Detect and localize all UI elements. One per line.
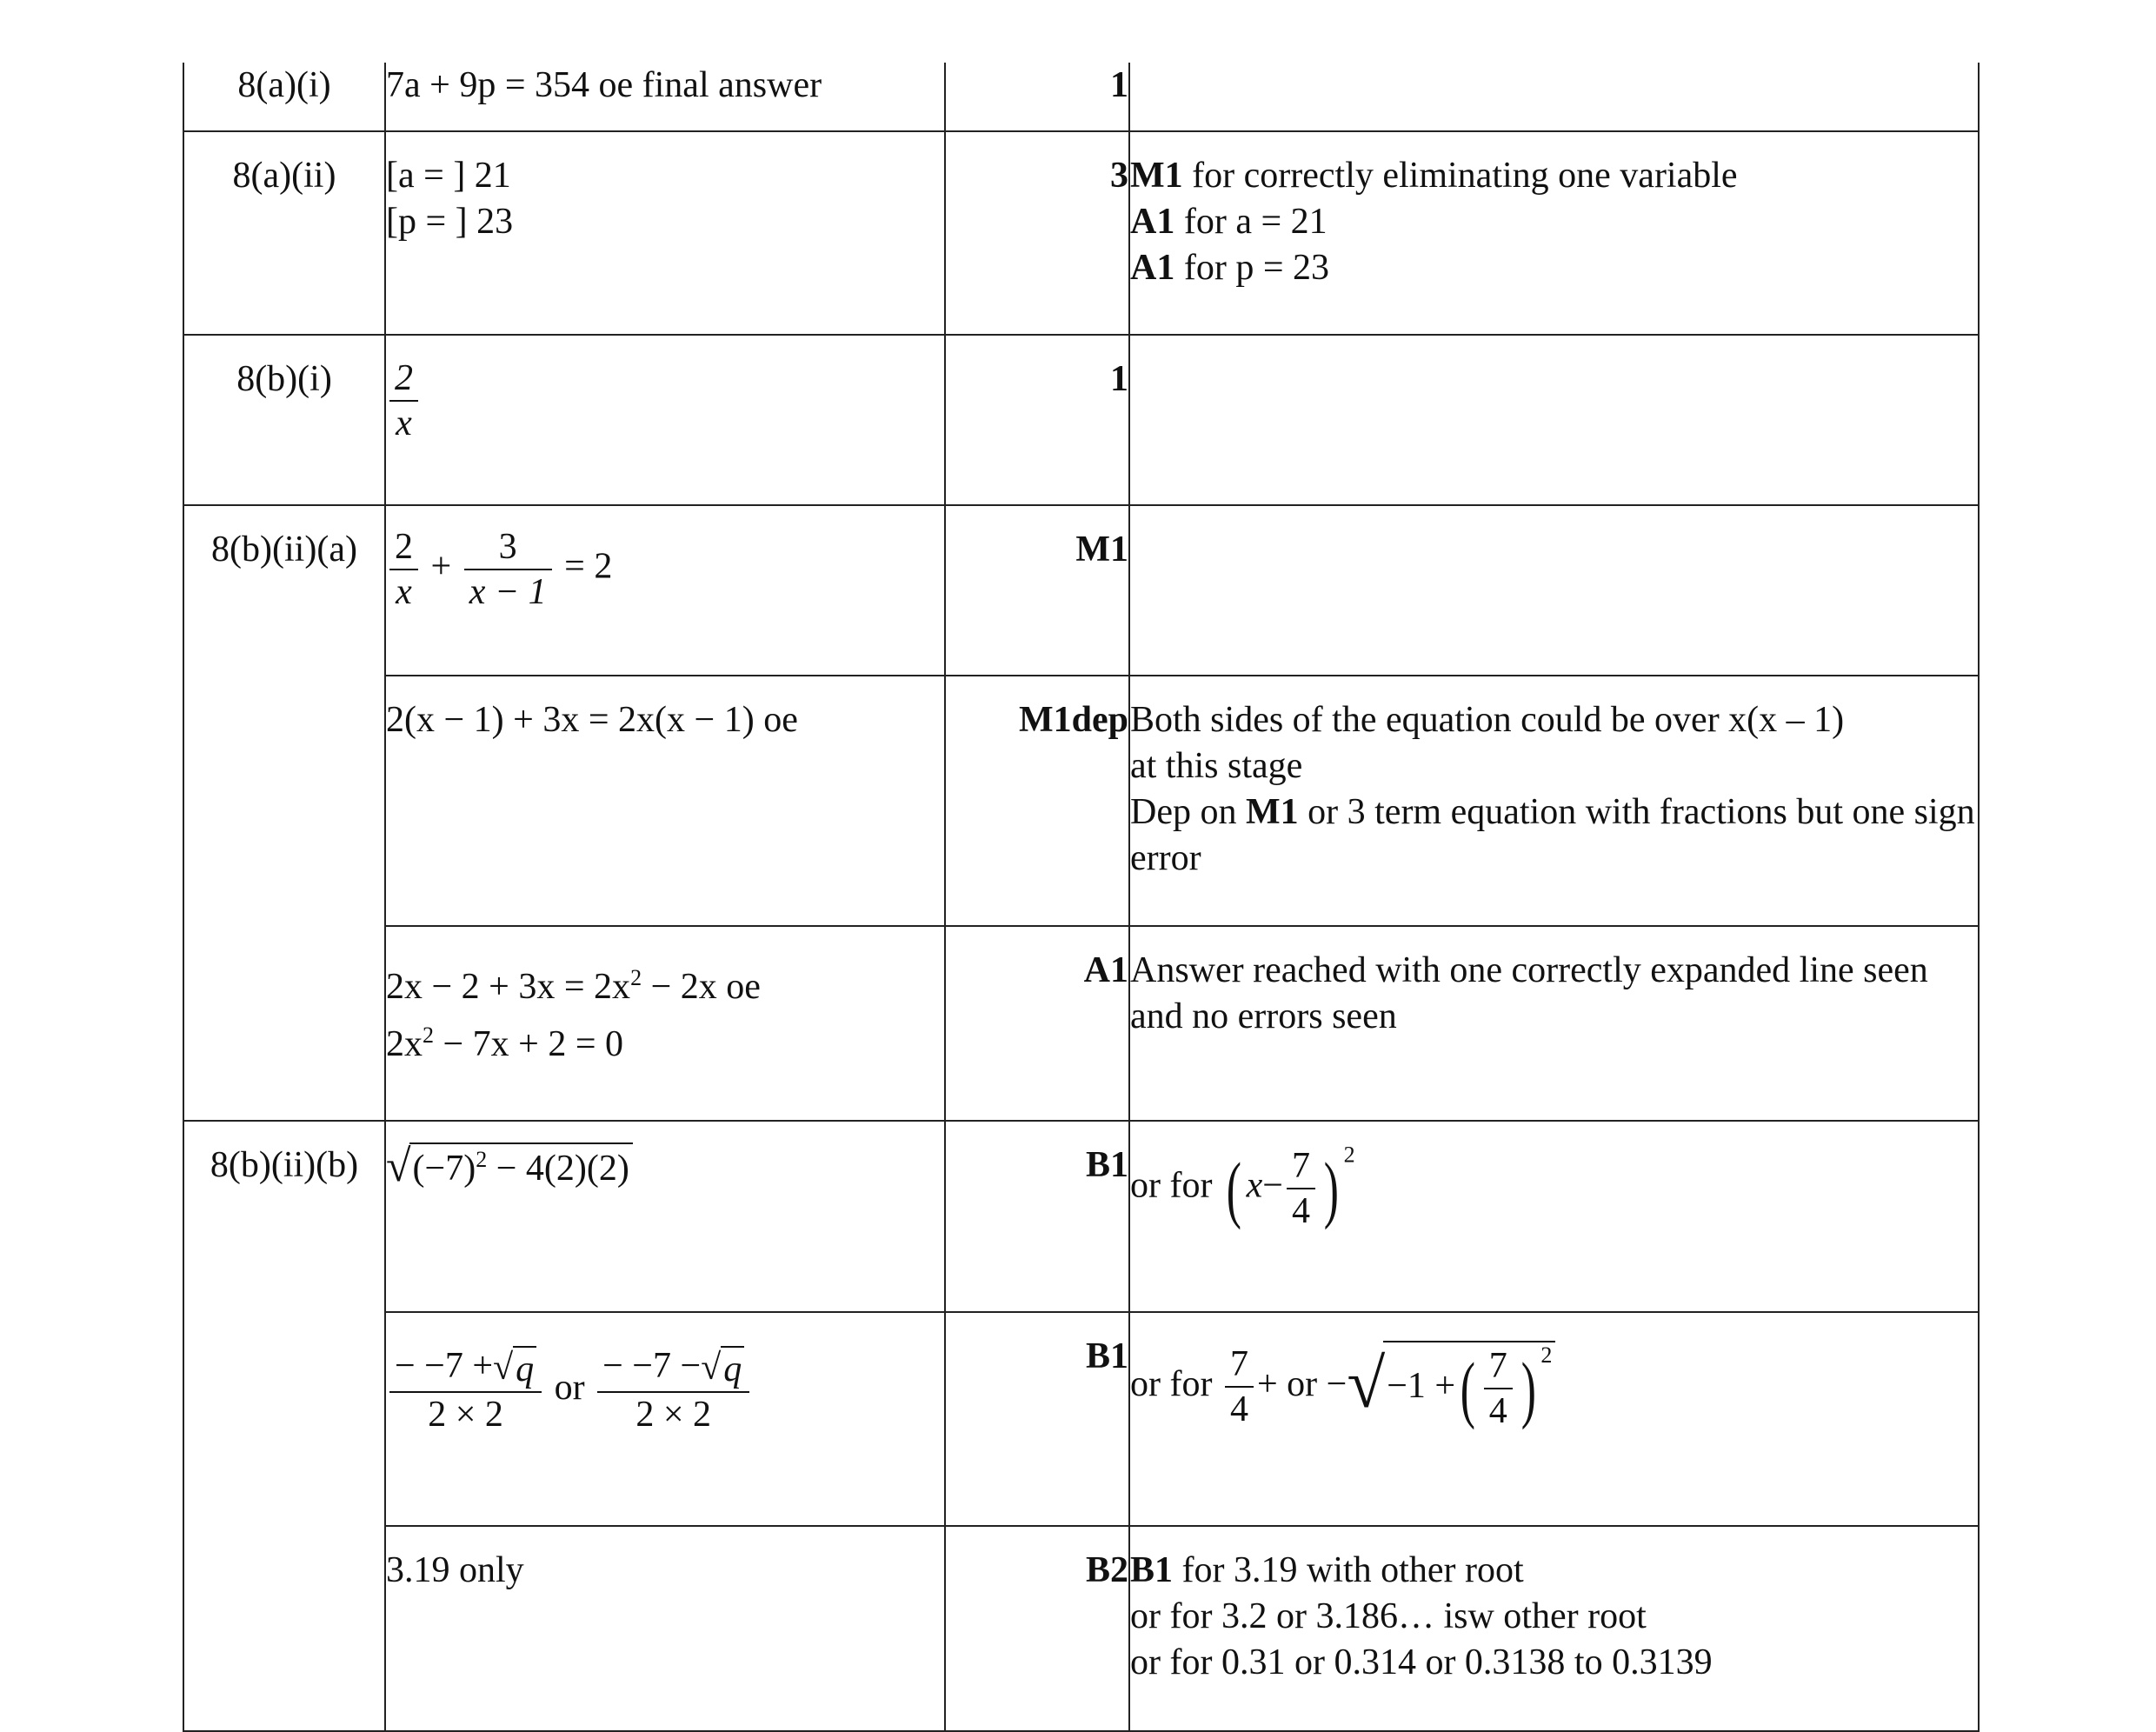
radical-sign: √ (1347, 1346, 1386, 1422)
radicand: q (721, 1346, 744, 1391)
guidance-line: Both sides of the equation could be over x(x – 1) (1130, 700, 1845, 740)
question-cell (183, 1312, 385, 1526)
radicand (409, 1142, 633, 1193)
question-cell (183, 1526, 385, 1731)
answer-text: 2x − 2 + 3x = 2x (386, 967, 631, 1007)
mark-scheme-table (183, 63, 1980, 1732)
guidance-cell (1129, 676, 1979, 926)
answer-text: 3.19 only (386, 1550, 524, 1590)
answer-text: − 7x + 2 = 0 (434, 1024, 624, 1064)
fraction-denominator: 2 × 2 (635, 1395, 712, 1436)
close-paren: ) (1521, 1347, 1536, 1431)
table-row (183, 926, 1979, 1121)
mark-value: 1 (1110, 65, 1128, 105)
guidance-line (1130, 789, 1978, 882)
guidance-cell (1129, 1121, 1979, 1312)
mark-cell (945, 131, 1129, 335)
guidance-line (1130, 199, 1978, 245)
question-label: 8(b)(ii)(a) (211, 530, 357, 570)
fraction-denominator: 4 (1291, 1191, 1310, 1231)
answer-cell (385, 1121, 945, 1312)
answer-text: − −7 − (602, 1346, 702, 1386)
fraction (464, 525, 552, 614)
guidance-cell (1129, 926, 1979, 1121)
mark-value: B1 (1085, 1145, 1128, 1185)
fraction (1287, 1144, 1315, 1233)
fraction-denominator: x − 1 (469, 572, 547, 612)
answer-cell (385, 335, 945, 505)
guidance-cell (1129, 63, 1979, 131)
table-row (183, 63, 1979, 131)
question-label: 8(a)(i) (237, 65, 331, 105)
table-row (183, 335, 1979, 505)
question-cell (183, 131, 385, 335)
mark-value: 3 (1110, 156, 1128, 196)
fraction-numerator: 7 (1488, 1346, 1507, 1387)
guidance-text: for correctly eliminating one variable (1182, 156, 1738, 196)
answer-cell (385, 1526, 945, 1731)
radicand: q (513, 1346, 536, 1391)
answer-line: [a = ] 21 (386, 156, 511, 196)
superscript: 2 (630, 965, 642, 990)
question-cell (183, 926, 385, 1121)
fraction-numerator: 7 (1229, 1344, 1248, 1385)
question-cell (183, 1121, 385, 1312)
answer-cell (385, 131, 945, 335)
plus-or-minus-text: + or − (1256, 1363, 1348, 1404)
superscript: 2 (476, 1147, 488, 1173)
mark-cell (945, 926, 1129, 1121)
radicand (1383, 1341, 1555, 1433)
guidance-cell (1129, 505, 1979, 676)
mark-value: M1dep (1019, 700, 1128, 740)
fraction-denominator: x (396, 572, 412, 612)
question-cell (183, 63, 385, 131)
answer-text: − 4(2)(2) (487, 1149, 629, 1189)
answer-cell (385, 926, 945, 1121)
guidance-text: or for 0.31 or 0.314 or 0.3138 to 0.3139 (1130, 1642, 1713, 1682)
square-root (701, 1346, 744, 1391)
equation-rhs: = 2 (564, 546, 613, 587)
guidance-line (1130, 1548, 1978, 1594)
guidance-text: or for (1130, 1363, 1213, 1404)
table-row (183, 1526, 1979, 1731)
fraction (389, 1344, 542, 1436)
guidance-line (1130, 1640, 1978, 1686)
table-row (183, 1121, 1979, 1312)
fraction (389, 356, 418, 445)
answer-line: [p = ] 23 (386, 202, 514, 242)
fraction-numerator: 3 (498, 527, 517, 567)
guidance-cell (1129, 1312, 1979, 1526)
mark-code: A1 (1130, 248, 1175, 288)
fraction-denominator: 2 × 2 (428, 1395, 503, 1436)
fraction-denominator: 4 (1229, 1389, 1248, 1430)
fraction (1225, 1342, 1254, 1431)
guidance-cell (1129, 131, 1979, 335)
guidance-text: Answer reached with one correctly expanded line seen and no errors seen (1130, 950, 1928, 1036)
table-row (183, 131, 1979, 335)
mark-value: B1 (1085, 1336, 1128, 1376)
superscript: 2 (1540, 1342, 1553, 1368)
mark-value: B2 (1085, 1550, 1128, 1590)
or-text: or (554, 1367, 585, 1408)
mark-cell (945, 505, 1129, 676)
answer-line (386, 958, 944, 1016)
guidance-text: or 3 term equation with fractions but one sign error (1130, 792, 1975, 878)
guidance-text: for p = 23 (1174, 248, 1330, 288)
guidance-line: at this stage (1130, 746, 1303, 786)
answer-text: − −7 + (395, 1346, 494, 1386)
mark-code: M1 (1130, 156, 1183, 196)
mark-code: A1 (1130, 202, 1175, 242)
guidance-cell (1129, 1526, 1979, 1731)
open-paren: ( (1460, 1347, 1476, 1431)
plus-sign: + (430, 546, 452, 587)
question-label: 8(b)(i) (236, 359, 332, 399)
mark-cell (945, 1312, 1129, 1526)
answer-text: (−7) (412, 1149, 476, 1189)
mark-value: M1 (1075, 530, 1128, 570)
guidance-text: or for 3.2 or 3.186… isw other root (1130, 1596, 1647, 1636)
fraction (597, 1344, 749, 1436)
answer-cell (385, 63, 945, 131)
question-cell (183, 505, 385, 676)
superscript: 2 (1343, 1142, 1355, 1168)
mark-cell (945, 676, 1129, 926)
square-root (493, 1346, 536, 1391)
mark-cell (945, 335, 1129, 505)
question-cell (183, 335, 385, 505)
fraction-numerator: 2 (395, 527, 413, 567)
guidance-text: −1 + (1387, 1366, 1456, 1406)
answer-text: 7a + 9p = 354 oe final answer (386, 65, 822, 105)
guidance-text: for a = 21 (1174, 202, 1328, 242)
superscript: 2 (423, 1023, 434, 1048)
mark-cell (945, 1121, 1129, 1312)
mark-value: A1 (1083, 950, 1128, 990)
mark-cell (945, 63, 1129, 131)
guidance-cell (1129, 335, 1979, 505)
mark-value: 1 (1110, 359, 1128, 399)
mark-code: M1 (1245, 792, 1299, 832)
answer-text: 2(x − 1) + 3x = 2x(x − 1) oe (386, 700, 798, 740)
fraction-numerator: 2 (395, 358, 413, 398)
answer-cell (385, 505, 945, 676)
guidance-line (1130, 245, 1978, 291)
table-row (183, 676, 1979, 926)
answer-line (386, 1016, 944, 1073)
radical-sign: √ (386, 1142, 411, 1192)
variable: x (1246, 1165, 1263, 1206)
square-root (1347, 1341, 1555, 1433)
fraction (1484, 1344, 1513, 1433)
table-row (183, 1312, 1979, 1526)
fraction-denominator: x (396, 403, 412, 443)
answer-cell (385, 1312, 945, 1526)
radical-sign: √ (701, 1348, 722, 1389)
guidance-line (1130, 1594, 1978, 1640)
guidance-text: or for (1130, 1165, 1213, 1206)
table-row (183, 505, 1979, 676)
question-cell (183, 676, 385, 926)
minus-sign: − (1262, 1165, 1283, 1206)
mark-cell (945, 1526, 1129, 1731)
close-paren: ) (1323, 1147, 1339, 1230)
fraction-numerator (597, 1344, 749, 1391)
fraction-denominator: 4 (1488, 1391, 1507, 1432)
answer-text: − 2x oe (642, 967, 761, 1007)
question-label: 8(a)(ii) (232, 156, 336, 196)
open-paren: ( (1226, 1147, 1241, 1230)
square-root (386, 1142, 633, 1193)
answer-text: 2x (386, 1024, 423, 1064)
guidance-text: Dep on (1130, 792, 1246, 832)
question-label: 8(b)(ii)(b) (210, 1145, 359, 1185)
answer-cell (385, 676, 945, 926)
fraction (389, 525, 418, 614)
mark-code: B1 (1130, 1550, 1174, 1590)
fraction-numerator (389, 1344, 542, 1391)
guidance-line (1130, 153, 1978, 199)
guidance-text: for 3.19 with other root (1173, 1550, 1524, 1590)
radical-sign: √ (493, 1348, 514, 1389)
fraction-numerator: 7 (1291, 1146, 1310, 1186)
